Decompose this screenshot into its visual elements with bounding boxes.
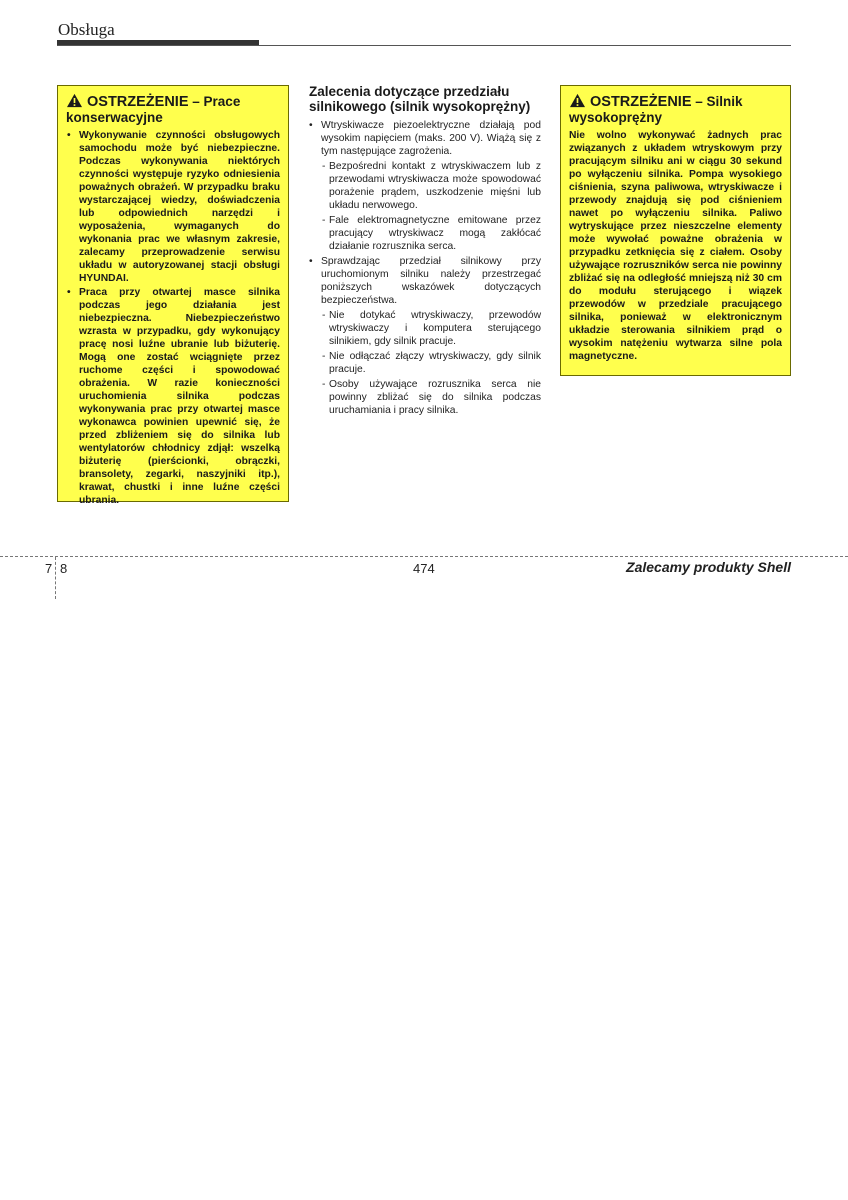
warning-title [66, 93, 280, 125]
warning-title [569, 93, 782, 125]
sub-item: - Nie dotykać wtryskiwaczy, przewodów wtryskiwaczy i komputera sterującego silnikiem, gdy silnik pracuje. [309, 309, 541, 348]
footer-vertical-cut-line [55, 557, 56, 599]
warning-triangle-icon [66, 93, 83, 108]
warning-item: • Praca przy otwartej masce silnika podczas jego działania jest niebezpieczna. Niebezpieczeństwo wzrasta w przypadku, gdy wykonujący pracę nosi luźne ubranie lub biżuterię. Mogą one zostać wciągnięte przez ruchome części i spowodować obrażenia. W razie konieczności uruchomienia silnika podczas wykonywania prac przy otwartej masce wykonawca powinien upewnić się, że przed zbliżeniem się do silnika lub wentylatorów chłodnicy zdjął: wszelką biżuterię (pierścionki, obrączki, bransolety, zegarki, naszyjniki itp.), krawat, chustki i inne luźne części ubrania. [66, 286, 280, 507]
header-title: Obsługa [58, 20, 115, 39]
warning-subject: – Silnik wysokoprężny [569, 94, 743, 125]
engine-compartment-section [309, 84, 541, 419]
section-title: Zalecenia dotyczące przedziału silnikowego (silnik wysokoprężny) [309, 84, 531, 114]
warning-box-maintenance [57, 85, 289, 506]
chapter-page: 8 [60, 561, 68, 576]
sub-item: - Fale elektromagnetyczne emitowane przez pracujący wtryskiwacz mogą zakłócać działanie rozrusznika serca. [309, 214, 541, 253]
warning-label: OSTRZEŻENIE [87, 94, 189, 110]
header-rule-thin [57, 45, 791, 46]
sub-item: - Bezpośredni kontakt z wtryskiwaczem lub z przewodami wtryskiwacza może spowodować porażenie prądem, uszkodzenie mięśni lub układu nerwowego. [309, 160, 541, 212]
warning-triangle-icon [569, 93, 586, 108]
page-number: 474 [413, 561, 435, 576]
bullet-item: • Wtryskiwacze piezoelektryczne działają pod wysokim napięciem (maks. 200 V). Wiążą się z tym następujące zagrożenia. [309, 119, 541, 158]
footer-cut-line [0, 556, 848, 557]
warning-label: OSTRZEŻENIE [590, 94, 692, 110]
warning-text: Nie wolno wykonywać żadnych prac związanych z układem wtryskowym przy pracującym silniku ani w ciągu 30 sekund po wyłączeniu silnika. Pompa wysokiego ciśnienia, szyna paliwowa, wtryskiwacze i przewody znajdują się pod ciśnieniem nawet po wyłączeniu silnika. Paliwo wytryskujące przez nieszczelne elementy może wywołać poważne obrażenia w przypadku zetknięcia się z ciałem. Osoby używające rozruszników serca nie powinny zbliżać się na odległość mniejszą niż 30 cm do modułu sterującego i wiązek przewodów w przedziale pracującego silnika, ponieważ w elektronicznym układzie sterowania silnikiem prąd o wysokim natężeniu wytwarza silne pola magnetyczne. [569, 130, 782, 362]
warning-box-diesel [560, 85, 791, 376]
warning-subject: – Prace konserwacyjne [66, 94, 241, 125]
sub-item: - Nie odłączać złączy wtryskiwaczy, gdy silnik pracuje. [309, 350, 541, 376]
warning-item: • Wykonywanie czynności obsługowych samochodu może być niebezpieczne. Podczas wykonywania niektórych czynności występuje ryzyko odniesienia poważnych obrażeń. W przypadku braku wystarczającej wiedzy, doświadczenia lub odpowiednich narzędzi i wyposażenia, wymaganych do wykonania prac we własnym zakresie, zalecamy przeprowadzenie serwisu układu w autoryzowanej stacji obsługi HYUNDAI. [66, 129, 280, 285]
footer-promo: Zalecamy produkty Shell [626, 559, 791, 575]
warning-list [66, 129, 280, 507]
section-body [309, 119, 541, 417]
chapter-number: 7 [45, 561, 53, 576]
sub-item: - Osoby używające rozrusznika serca nie powinny zbliżać się do silnika podczas uruchamiania i pracy silnika. [309, 378, 541, 417]
bullet-item: • Sprawdzając przedział silnikowy przy uruchomionym silniku należy przestrzegać poniższych wskazówek dotyczących bezpieczeństwa. [309, 255, 541, 307]
